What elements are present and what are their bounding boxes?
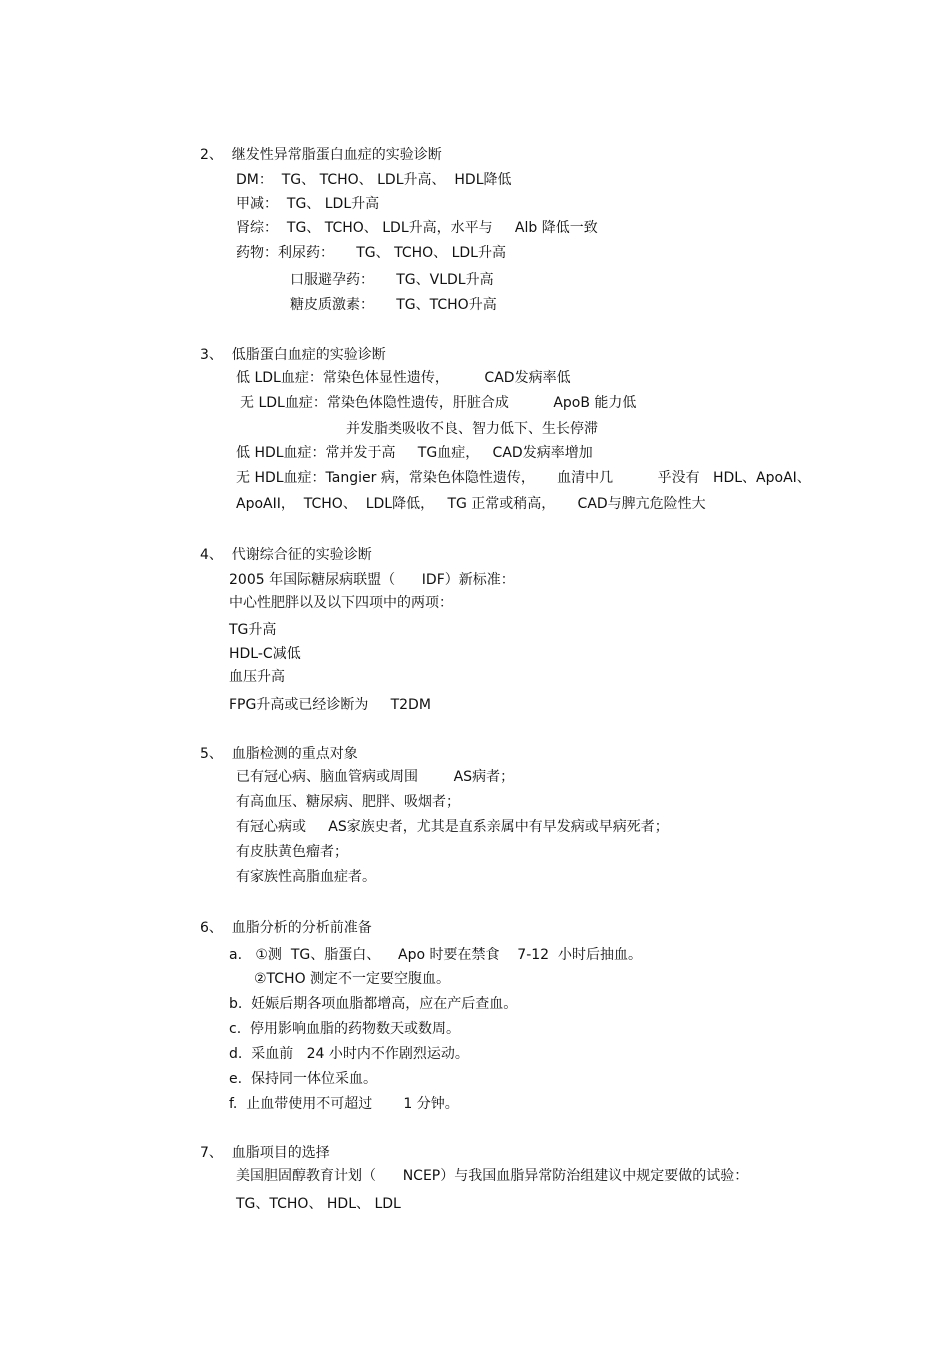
section-5-line: 有高血压、糖尿病、肥胖、吸烟者； [236, 794, 460, 810]
section-5-line: 有家族性高脂血症者。 [236, 869, 376, 885]
section-4-line: 中心性肥胖以及以下四项中的两项： [229, 595, 453, 611]
section-4-line: 血压升高 [229, 669, 285, 685]
section-3-line: 低 HDL血症：常并发于高 TG血症， CAD发病率增加 [236, 445, 593, 461]
section-4-line: HDL-C减低 [229, 646, 301, 662]
section-6-line: d. 采血前 24 小时内不作剧烈运动。 [229, 1046, 469, 1062]
section-2-line: 肾综： TG、 TCHO、 LDL升高，水平与 Alb 降低一致 [236, 220, 598, 236]
section-4-line: TG升高 [229, 622, 277, 638]
section-6-line: c. 停用影响血脂的药物数天或数周。 [229, 1021, 461, 1037]
section-7-line: 美国胆固醇教育计划（ NCEP）与我国血脂异常防治组建议中规定要做的试验： [236, 1168, 749, 1184]
section-6-line: a. ①测 TG、脂蛋白、 Apo 时要在禁食 7-12 小时后抽血。 [229, 947, 642, 963]
section-6-heading: 6、 血脂分析的分析前准备 [200, 920, 372, 936]
section-3-line: 并发脂类吸收不良、智力低下、生长停滞 [346, 421, 598, 437]
section-2-line: 药物：利尿药： TG、 TCHO、 LDL升高 [236, 245, 506, 261]
section-2-heading: 2、 继发性异常脂蛋白血症的实验诊断 [200, 147, 442, 163]
section-6-line: e. 保持同一体位采血。 [229, 1071, 377, 1087]
section-7-heading: 7、 血脂项目的选择 [200, 1145, 330, 1161]
section-2-line: DM： TG、 TCHO、 LDL升高、 HDL降低 [236, 172, 512, 188]
section-4-heading: 4、 代谢综合征的实验诊断 [200, 547, 372, 563]
section-2-line: 甲减： TG、 LDL升高 [236, 196, 380, 212]
section-5-heading: 5、 血脂检测的重点对象 [200, 746, 358, 762]
section-3-line: 无 LDL血症：常染色体隐性遗传，肝脏合成 ApoB 能力低 [240, 395, 637, 411]
section-3-line: 低 LDL血症：常染色体显性遗传， CAD发病率低 [236, 370, 571, 386]
section-6-line: ②TCHO 测定不一定要空腹血。 [254, 971, 451, 987]
section-3-line: ApoAII， TCHO、 LDL降低， TG 正常或稍高， CAD与脾亢危险性大 [236, 496, 706, 512]
section-6-line: f. 止血带使用不可超过 1 分钟。 [229, 1096, 459, 1112]
section-4-line: 2005 年国际糖尿病联盟（ IDF）新标准： [229, 572, 515, 588]
section-2-line: 口服避孕药： TG、VLDL升高 [290, 272, 494, 288]
section-5-line: 有冠心病或 AS家族史者，尤其是直系亲属中有早发病或早病死者； [236, 819, 669, 835]
section-3-line: 无 HDL血症：Tangier 病，常染色体隐性遗传， 血清中几 乎没有 HDL、ApoAI、 [236, 470, 811, 486]
section-5-line: 已有冠心病、脑血管病或周围 AS病者； [236, 769, 515, 785]
section-2-line: 糖皮质激素： TG、TCHO升高 [290, 297, 497, 313]
section-5-line: 有皮肤黄色瘤者； [236, 844, 348, 860]
section-7-line: TG、TCHO、 HDL、 LDL [236, 1196, 401, 1212]
section-4-line: FPG升高或已经诊断为 T2DM [229, 697, 431, 713]
section-3-heading: 3、 低脂蛋白血症的实验诊断 [200, 347, 386, 363]
section-6-line: b. 妊娠后期各项血脂都增高，应在产后查血。 [229, 996, 518, 1012]
